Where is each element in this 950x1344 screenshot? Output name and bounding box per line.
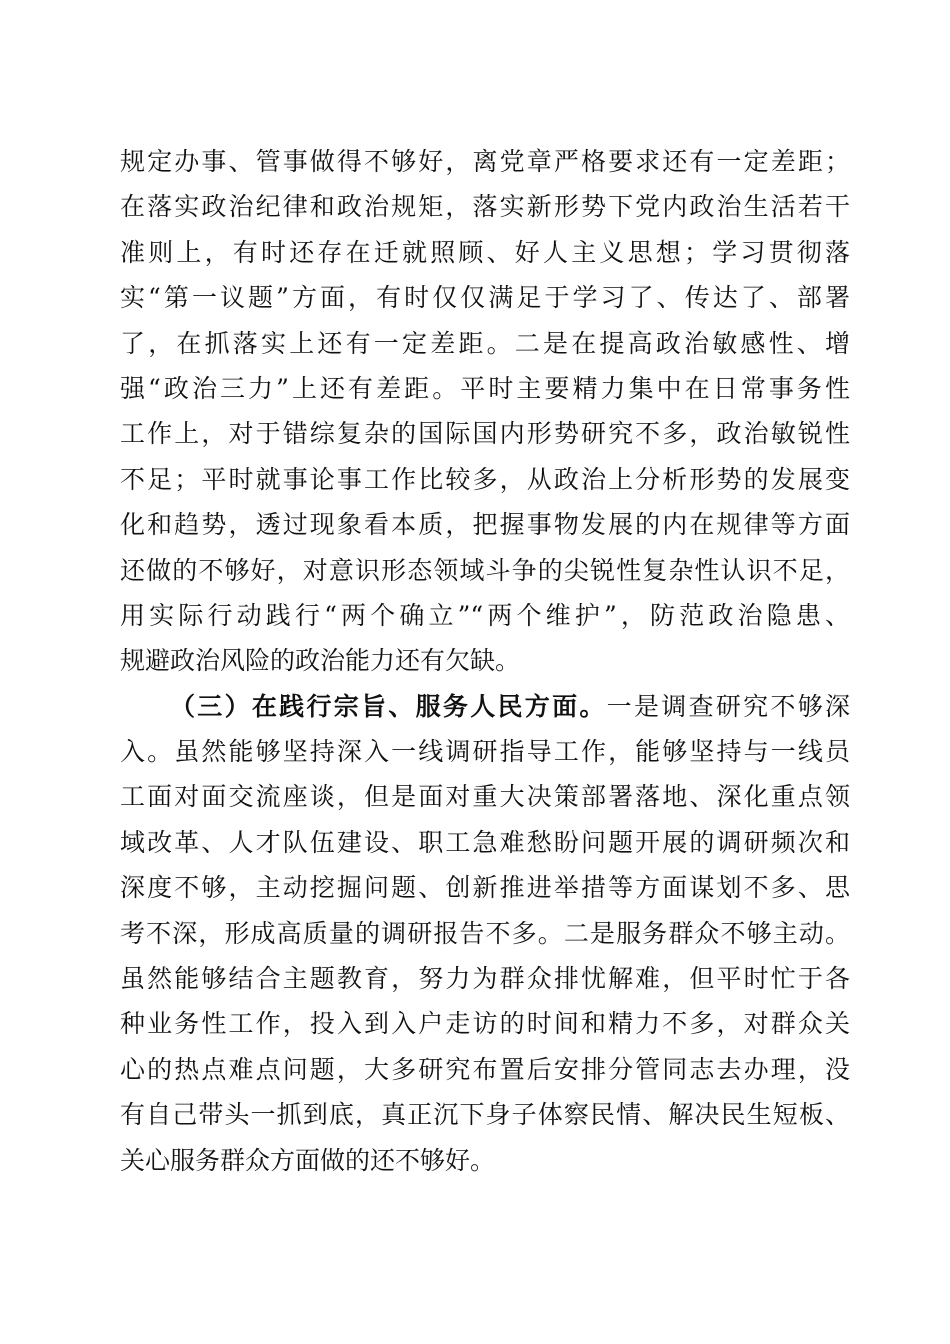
text-line: 深度不够，主动挖掘问题、创新推进举措等方面谋划不多、思 (120, 873, 850, 903)
text-line: 强“政治三力”上还有差距。平时主要精力集中在日常事务性 (120, 373, 850, 403)
text-line: 了，在抓落实上还有一定差距。二是在提高政治敏感性、增 (120, 328, 850, 358)
text-line: 化和趋势，透过现象看本质，把握事物发展的内在规律等方面 (120, 510, 850, 540)
text-line: 不足；平时就事论事工作比较多，从政治上分析形势的发展变 (120, 464, 850, 494)
text-line: 实“第一议题”方面，有时仅仅满足于学习了、传达了、部署 (120, 283, 850, 313)
text-line: 虽然能够结合主题教育，努力为群众排忧解难，但平时忙于各 (120, 964, 850, 994)
text-line: 在落实政治纪律和政治规矩，落实新形势下党内政治生活若干 (120, 192, 850, 222)
section-heading: （三）在践行宗旨、服务人民方面。 (170, 691, 607, 721)
text-line: 入。虽然能够坚持深入一线调研指导工作，能够坚持与一线员 (120, 737, 850, 767)
paragraph-serving-people (120, 684, 850, 1183)
text-line: 规定办事、管事做得不够好，离党章严格要求还有一定差距； (120, 147, 850, 176)
text-line: 关心服务群众方面做的还不够好。 (120, 1145, 496, 1175)
document-body (120, 139, 850, 1183)
text-line: 有自己带头一抓到底，真正沉下身子体察民情、解决民生短板、 (120, 1100, 850, 1130)
text-line: 种业务性工作，投入到入户走访的时间和精力不多，对群众关 (120, 1009, 850, 1039)
text-line: 考不深，形成高质量的调研报告不多。二是服务群众不够主动。 (120, 918, 850, 948)
text-line: 工作上，对于错综复杂的国际国内形势研究不多，政治敏锐性 (120, 419, 850, 449)
paragraph-political-discipline (120, 139, 850, 684)
text-line: 准则上，有时还存在迁就照顾、好人主义思想；学习贯彻落 (120, 237, 850, 267)
text-line: 规避政治风险的政治能力还有欠缺。 (120, 646, 521, 676)
text-line: 工面对面交流座谈，但是面对重大决策部署落地、深化重点领 (120, 782, 850, 812)
text-line: 心的热点难点问题，大多研究布置后安排分管同志去办理，没 (120, 1054, 850, 1084)
text-line: 用实际行动践行“两个确立”“两个维护”，防范政治隐患、 (120, 600, 850, 630)
text-line: 还做的不够好，对意识形态领域斗争的尖锐性复杂性认识不足， (120, 555, 850, 585)
text-span: 一是调查研究不够深 (606, 691, 850, 721)
section-heading-line (120, 684, 850, 729)
text-line: 域改革、人才队伍建设、职工急难愁盼问题开展的调研频次和 (120, 827, 850, 857)
